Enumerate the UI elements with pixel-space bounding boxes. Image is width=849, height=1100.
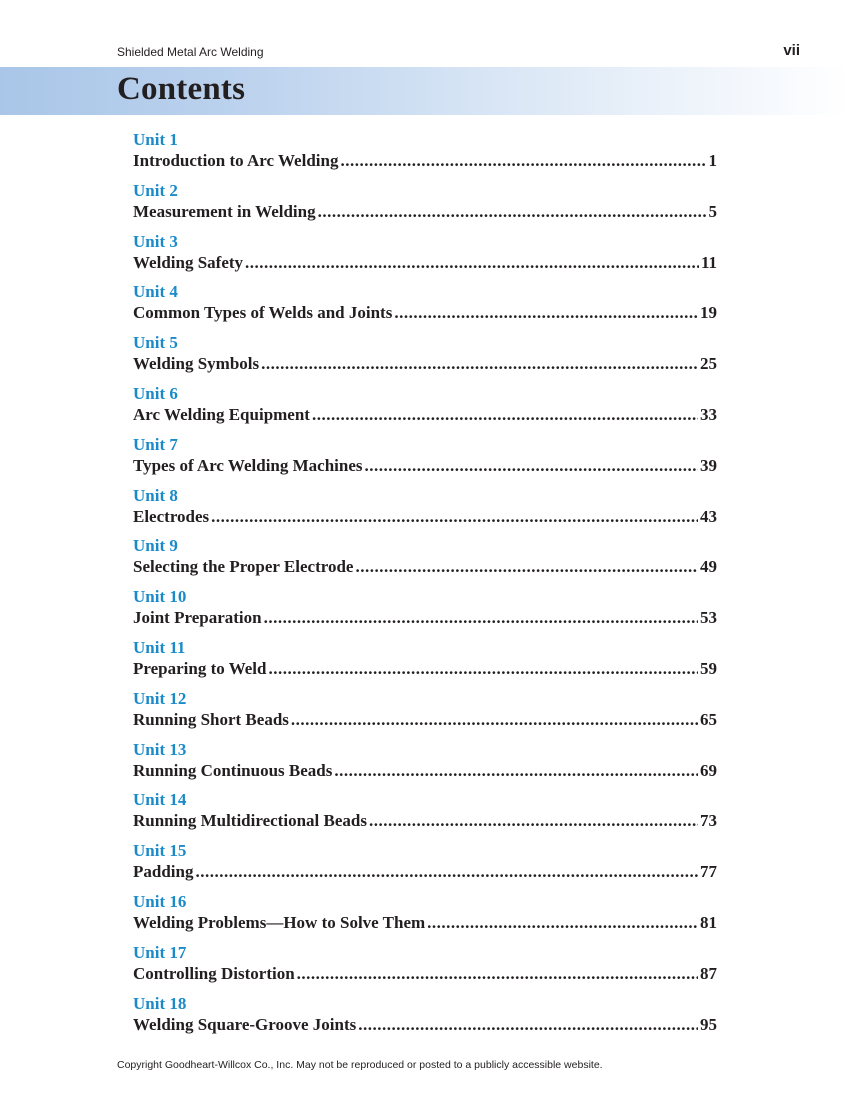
unit-label: Unit 9 <box>133 536 178 556</box>
entry-line <box>133 861 717 882</box>
unit-label: Unit 5 <box>133 333 178 353</box>
unit-label: Unit 4 <box>133 282 178 302</box>
unit-title[interactable]: Joint Preparation <box>133 608 262 628</box>
unit-label: Unit 18 <box>133 993 187 1013</box>
unit-title[interactable]: Electrodes <box>133 506 210 526</box>
unit-page-number[interactable]: 73 <box>700 811 717 831</box>
toc-entry[interactable] <box>133 232 717 283</box>
entry-line <box>133 607 717 628</box>
entry-line <box>133 201 717 222</box>
toc-entry[interactable] <box>133 689 717 740</box>
dot-leader <box>394 302 698 323</box>
unit-title[interactable]: Welding Square-Groove Joints <box>133 1014 357 1034</box>
toc-entry[interactable] <box>133 384 717 435</box>
unit-page-number[interactable]: 53 <box>700 608 717 628</box>
entry-line <box>133 760 717 781</box>
unit-page-number[interactable]: 39 <box>700 455 717 475</box>
unit-title[interactable]: Running Multidirectional Beads <box>133 811 367 831</box>
unit-title[interactable]: Selecting the Proper Electrode <box>133 557 354 577</box>
entry-line <box>133 302 717 323</box>
toc-entry[interactable] <box>133 282 717 333</box>
unit-label: Unit 13 <box>133 739 187 759</box>
toc-entry[interactable] <box>133 638 717 689</box>
dot-leader <box>365 455 698 476</box>
unit-title[interactable]: Welding Safety <box>133 252 244 272</box>
unit-title[interactable]: Types of Arc Welding Machines <box>133 455 363 475</box>
unit-title[interactable]: Running Continuous Beads <box>133 760 333 780</box>
unit-title[interactable]: Common Types of Welds and Joints <box>133 303 393 323</box>
unit-label: Unit 11 <box>133 637 186 657</box>
dot-leader <box>297 963 698 984</box>
unit-page-number[interactable]: 95 <box>700 1014 717 1034</box>
entry-line <box>133 252 717 273</box>
entry-line <box>133 810 717 831</box>
toc-entry[interactable] <box>133 943 717 994</box>
unit-label: Unit 17 <box>133 942 187 962</box>
dot-leader <box>312 404 698 425</box>
unit-page-number[interactable]: 1 <box>708 151 717 170</box>
unit-label: Unit 12 <box>133 688 187 708</box>
unit-page-number[interactable]: 43 <box>700 506 717 526</box>
unit-label: Unit 1 <box>133 130 178 149</box>
unit-page-number[interactable]: 11 <box>700 252 717 272</box>
dot-leader <box>358 1014 698 1035</box>
unit-title[interactable]: Welding Problems—How to Solve Them <box>133 912 426 932</box>
entry-line <box>133 963 717 984</box>
unit-page-number[interactable]: 25 <box>700 354 717 374</box>
unit-title[interactable]: Introduction to Arc Welding <box>133 151 339 170</box>
entry-line <box>133 353 717 374</box>
unit-label: Unit 8 <box>133 485 178 505</box>
title-band <box>0 67 849 115</box>
toc-entry[interactable] <box>133 587 717 638</box>
toc-entry[interactable] <box>133 333 717 384</box>
page-title: Contents <box>117 71 246 107</box>
unit-label: Unit 10 <box>133 587 187 607</box>
dot-leader <box>334 760 698 781</box>
unit-title[interactable]: Measurement in Welding <box>133 201 316 221</box>
unit-label: Unit 15 <box>133 841 187 861</box>
unit-page-number[interactable]: 59 <box>700 658 717 678</box>
entry-line <box>133 709 717 730</box>
unit-label: Unit 7 <box>133 434 178 454</box>
unit-title[interactable]: Padding <box>133 862 194 882</box>
toc-entry[interactable] <box>133 435 717 486</box>
dot-leader <box>340 150 706 171</box>
toc-entry[interactable] <box>133 130 717 181</box>
unit-page-number[interactable]: 65 <box>700 709 717 729</box>
entry-line <box>133 556 717 577</box>
unit-label: Unit 2 <box>133 180 178 200</box>
dot-leader <box>291 709 698 730</box>
toc-entry[interactable] <box>133 740 717 791</box>
unit-title[interactable]: Controlling Distortion <box>133 963 295 983</box>
dot-leader <box>195 861 698 882</box>
toc-entry[interactable] <box>133 536 717 587</box>
unit-title[interactable]: Running Short Beads <box>133 709 289 729</box>
entry-line <box>133 506 717 527</box>
unit-page-number[interactable]: 5 <box>708 201 717 221</box>
entry-line <box>133 658 717 679</box>
unit-title[interactable]: Preparing to Weld <box>133 658 267 678</box>
table-of-contents <box>133 130 717 1044</box>
unit-page-number[interactable]: 77 <box>700 862 717 882</box>
toc-entry[interactable] <box>133 892 717 943</box>
dot-leader <box>269 658 699 679</box>
unit-page-number[interactable]: 33 <box>700 404 717 424</box>
dot-leader <box>211 506 698 527</box>
entry-line <box>133 1014 717 1035</box>
toc-entry[interactable] <box>133 790 717 841</box>
toc-entry[interactable] <box>133 181 717 232</box>
toc-entry[interactable] <box>133 486 717 537</box>
dot-leader <box>355 556 698 577</box>
running-head <box>117 44 800 62</box>
dot-leader <box>264 607 698 628</box>
toc-entry[interactable] <box>133 841 717 892</box>
unit-label: Unit 6 <box>133 383 178 403</box>
unit-label: Unit 16 <box>133 891 187 911</box>
entry-line <box>133 455 717 476</box>
entry-line <box>133 912 717 933</box>
dot-leader <box>261 353 698 374</box>
dot-leader <box>369 810 698 831</box>
unit-page-number[interactable]: 81 <box>700 912 717 932</box>
page-number: vii <box>783 42 800 59</box>
unit-page-number[interactable]: 87 <box>700 963 717 983</box>
unit-label: Unit 14 <box>133 790 187 810</box>
copyright-footer: Copyright Goodheart-Willcox Co., Inc. May not be reproduced or posted to a publicly accessible website. <box>117 1059 603 1071</box>
unit-page-number[interactable]: 69 <box>700 760 717 780</box>
dot-leader <box>245 252 699 273</box>
toc-entry[interactable] <box>133 994 717 1045</box>
dot-leader <box>427 912 698 933</box>
entry-line <box>133 404 717 425</box>
entry-line <box>133 150 717 171</box>
unit-page-number[interactable]: 49 <box>700 557 717 577</box>
unit-page-number[interactable]: 19 <box>700 303 717 323</box>
unit-label: Unit 3 <box>133 231 178 251</box>
unit-title[interactable]: Welding Symbols <box>133 354 260 374</box>
dot-leader <box>318 201 707 222</box>
unit-title[interactable]: Arc Welding Equipment <box>133 404 310 424</box>
book-title: Shielded Metal Arc Welding <box>117 45 264 59</box>
